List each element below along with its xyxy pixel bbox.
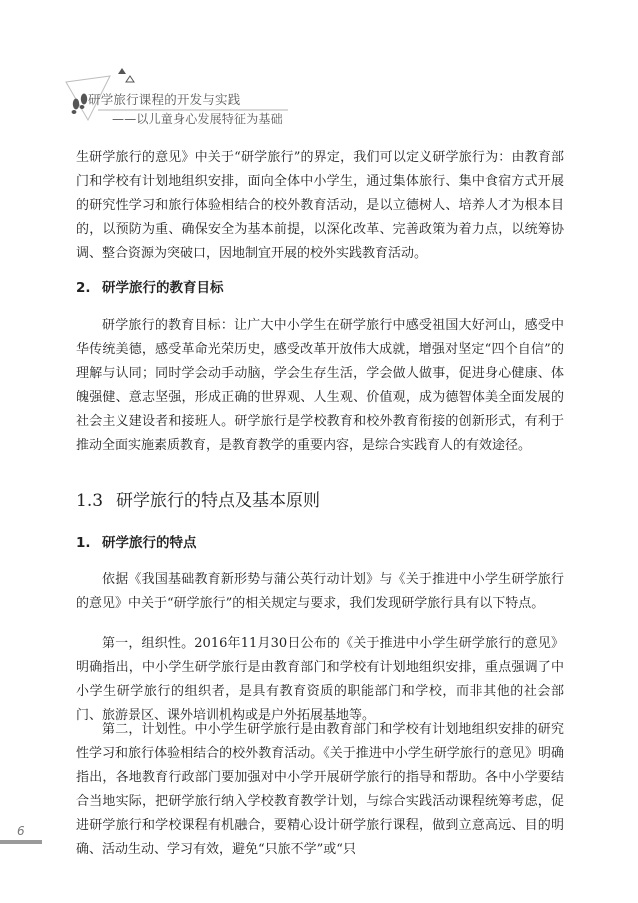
paragraph-1: 生研学旅行的意见》中关于“研学旅行”的界定，我们可以定义研学旅行为：由教育部门和学校有计划地组织安排，面向全体中小学生，通过集体旅行、集中食宿方式开展的研究性学习和旅行体验相结合的校外教育活动，是以立德树人、培养人才为根本目的，以预防为重、确保安全为基本前提，以深化改革、完善政策为着力点，以统筹协调、整合资源为突破口，因地制宜开展的校外实践教育活动。 [76, 150, 564, 261]
subheading-2-text: 研学旅行的教育目标 [102, 280, 224, 296]
subheading-1-number: 1. [76, 535, 91, 551]
section-number: 1.3 [76, 491, 104, 511]
section-heading [76, 486, 320, 511]
paragraph-5: 第二，计划性。中小学生研学旅行是由教育部门和学校有计划地组织安排的研究性学习和旅行体验相结合的校外教育活动。《关于推进中小学生研学旅行的意见》明确指出，各地教育行政部门要加强对中小学开展研学旅行的指导和帮助。各中小学要结合当地实际，把研学旅行纳入学校教育教学计划，与综合实践活动课程统筹考虑，促进研学旅行和学校课程有机融合，要精心设计研学旅行课程，做到立意高远、目的明确、活动生动、学习有效，避免“只旅不学”或“只 [76, 722, 564, 857]
small-triangle-icon [118, 68, 126, 74]
paragraph-2: 研学旅行的教育目标：让广大中小学生在研学旅行中感受祖国大好河山，感受中华传统美德，感受革命光荣历史，感受改革开放伟大成就，增强对坚定“四个自信”的理解与认同；同时学会动手动脑，学会生存生活，学会做人做事，促进身心健康、体魄强健、意志坚强，形成正确的世界观、人生观、价值观，成为德智体美全面发展的社会主义建设者和接班人。研学旅行是学校教育和校外教育衔接的创新形式，有利于推动全面实施素质教育，是教育教学的重要内容，是综合实践育人的有效途径。 [76, 318, 564, 453]
subheading-2 [76, 276, 224, 296]
page-number-bar [0, 840, 42, 844]
page-number: 6 [17, 824, 25, 838]
small-triangle-outline-icon [126, 76, 134, 82]
paragraph-3: 依据《我国基础教育新形势与蒲公英行动计划》与《关于推进中小学生研学旅行的意见》中关于“研学旅行”的相关规定与要求，我们发现研学旅行具有以下特点。 [76, 572, 564, 611]
book-subtitle: ——以儿童身心发展特征为基础 [112, 112, 283, 126]
section-title: 研学旅行的特点及基本原则 [116, 491, 320, 511]
subheading-1 [76, 531, 197, 551]
book-title: 研学旅行课程的开发与实践 [88, 92, 241, 107]
paragraph-4: 第一，组织性。2016年11月30日公布的《关于推进中小学生研学旅行的意见》明确指出，中小学生研学旅行是由教育部门和学校有计划地组织安排，重点强调了中小学生研学旅行的组织者，是具有教育资质的职能部门和学校，而非其他的社会部门、旅游景区、课外培训机构或是户外拓展基地等。 [76, 636, 564, 723]
subheading-2-number: 2. [76, 280, 91, 296]
subheading-1-text: 研学旅行的特点 [102, 535, 197, 551]
